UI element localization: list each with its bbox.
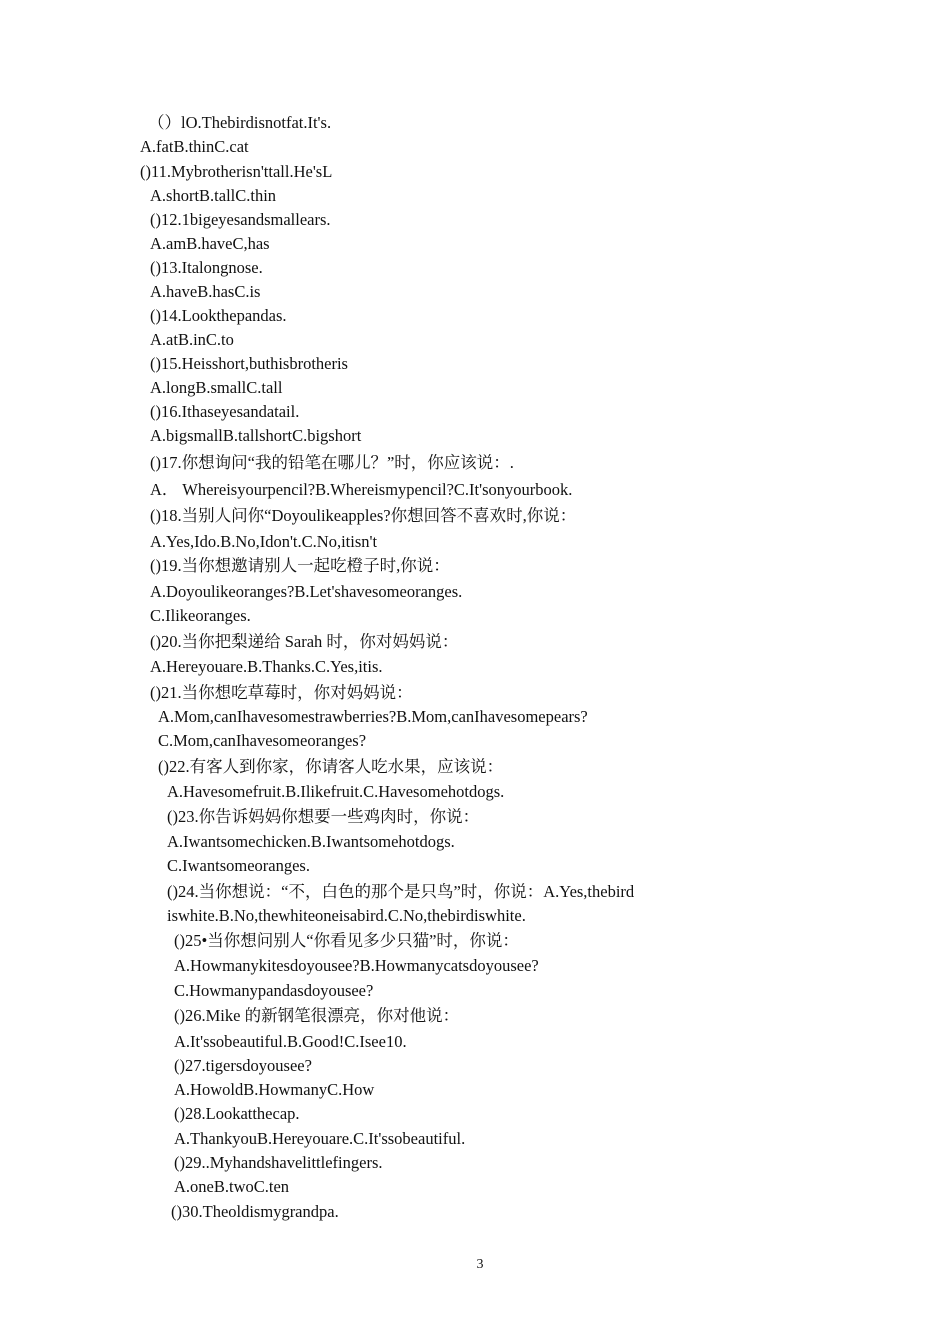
text-line: ()19.当你想邀请别人一起吃橙子时,你说： [150, 556, 450, 575]
text-line: A.Iwantsomechicken.B.Iwantsomehotdogs. [167, 832, 455, 851]
text-line: A.Havesomefruit.B.Ilikefruit.C.Havesomehotdogs. [167, 782, 505, 801]
text-line: ()23.你告诉妈妈你想要一些鸡肉时，你说： [167, 807, 480, 826]
text-line: A.HowoldB.HowmanyC.How [174, 1080, 375, 1099]
text-line: ()27.tigersdoyousee? [174, 1056, 312, 1075]
page-number: 3 [476, 1257, 484, 1272]
text-line: C.Mom,canIhavesomeoranges? [158, 731, 367, 750]
text-line: A.Yes,Ido.B.No,Idon't.C.No,itisn't [150, 532, 378, 551]
text-line: ()28.Lookatthecap. [174, 1104, 300, 1123]
text-line: A.longB.smallC.tall [150, 378, 283, 397]
text-line: A.haveB.hasC.is [150, 282, 261, 301]
text-line: ()21.当你想吃草莓时，你对妈妈说： [150, 683, 413, 702]
text-line: A． Whereisyourpencil?B.Whereismypencil?C.It'sonyourbook. [150, 480, 573, 499]
text-line: （）lO.Thebirdisnotfat.It's. [148, 113, 332, 132]
text-line: A.Hereyouare.B.Thanks.C.Yes,itis. [150, 657, 383, 676]
text-line: ()16.Ithaseyesandatail. [150, 402, 300, 421]
text-line: iswhite.B.No,thewhiteoneisabird.C.No,thebirdiswhite. [167, 906, 526, 925]
text-line: ()20.当你把梨递给 Sarah 时，你对妈妈说： [150, 632, 459, 651]
text-line: ()11.Mybrotherisn'ttall.He'sL [140, 162, 333, 181]
text-line: A.Doyoulikeoranges?B.Let'shavesomeoranges. [150, 582, 463, 601]
text-line: C.Ilikeoranges. [150, 606, 251, 625]
text-line: A.amB.haveC,has [150, 234, 270, 253]
text-line: ()29..Myhandshavelittlefingers. [174, 1153, 383, 1172]
text-line: A.Mom,canIhavesomestrawberries?B.Mom,canIhavesomepears? [158, 707, 588, 726]
text-line: ()13.Italongnose. [150, 258, 263, 277]
text-line: A.oneB.twoC.ten [174, 1177, 290, 1196]
text-line: ()24.当你想说：“不，白色的那个是只鸟”时，你说：A.Yes,thebird [167, 882, 635, 901]
text-line: ()26.Mike 的新钢笔很漂亮，你对他说： [174, 1006, 460, 1025]
text-line: A.Howmanykitesdoyousee?B.Howmanycatsdoyousee? [174, 956, 539, 975]
text-line: ()18.当别人问你“Doyoulikeapples?你想回答不喜欢时,你说： [150, 506, 577, 525]
text-line: A.shortB.tallC.thin [150, 186, 277, 205]
text-line: A.fatB.thinC.cat [140, 137, 249, 156]
text-line: A.It'ssobeautiful.B.Good!C.Isee10. [174, 1032, 407, 1051]
text-line: ()17.你想询问“我的铅笔在哪儿？”时，你应该说：. [150, 453, 514, 472]
text-line: ()25•当你想问别人“你看见多少只猫”时，你说： [174, 931, 519, 950]
text-line: ()12.1bigeyesandsmallears. [150, 210, 331, 229]
text-line: C.Iwantsomeoranges. [167, 856, 310, 875]
text-line: ()15.Heisshort,buthisbrotheris [150, 354, 348, 373]
text-line: A.ThankyouB.Hereyouare.C.It'ssobeautiful. [174, 1129, 466, 1148]
text-line: A.atB.inC.to [150, 330, 234, 349]
text-line: ()22.有客人到你家，你请客人吃水果，应该说： [158, 757, 504, 776]
text-line: C.Howmanypandasdoyousee? [174, 981, 374, 1000]
text-line: ()30.Theoldismygrandpa. [171, 1202, 339, 1221]
text-line: A.bigsmallB.tallshortC.bigshort [150, 426, 362, 445]
text-line: ()14.Lookthepandas. [150, 306, 287, 325]
